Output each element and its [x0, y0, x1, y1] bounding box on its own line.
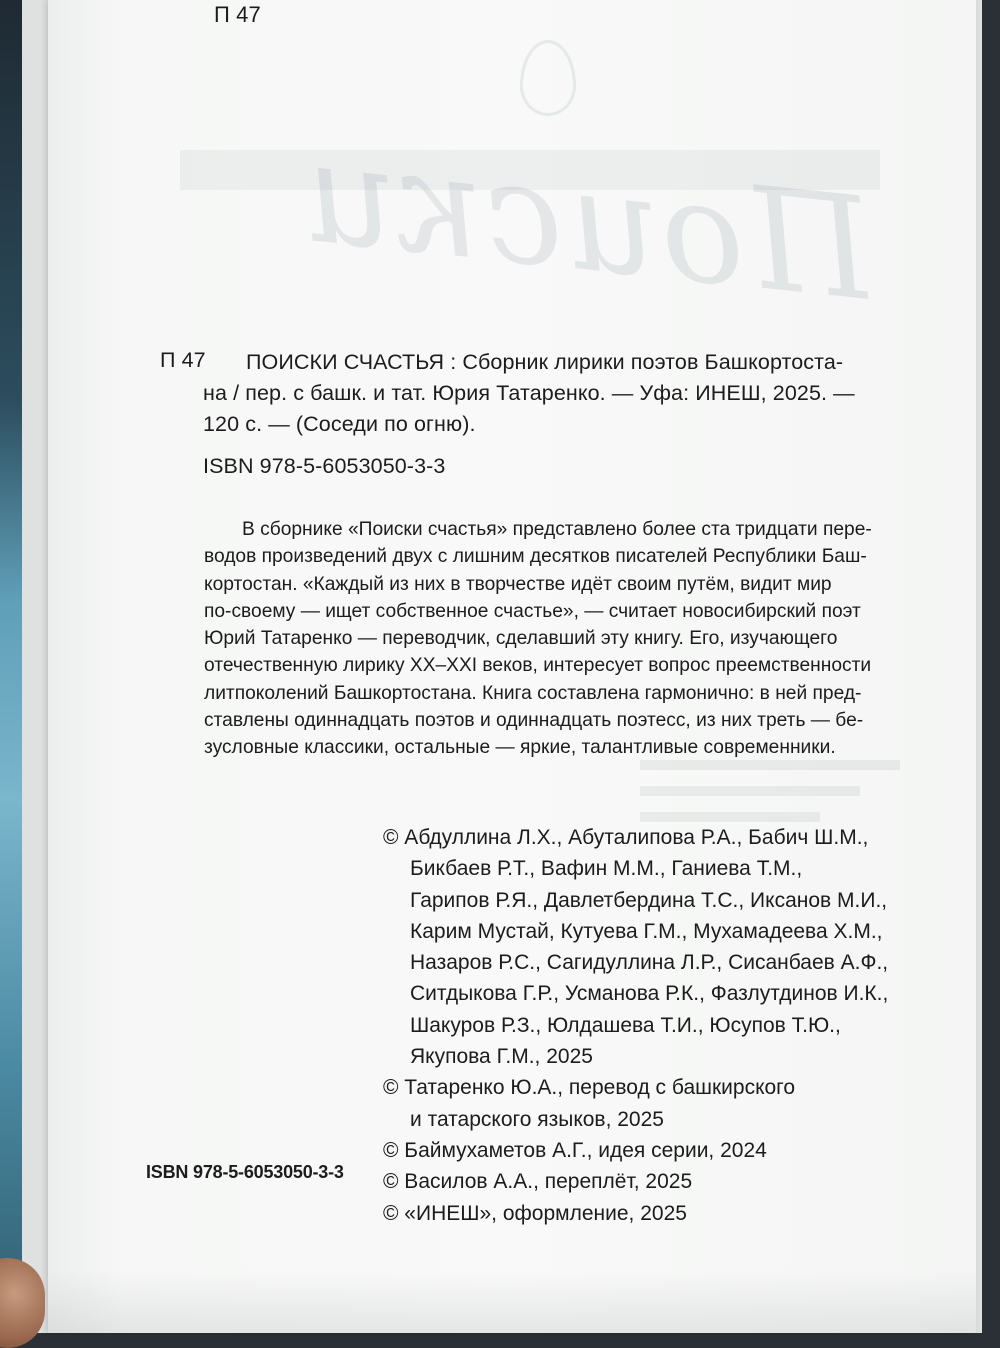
bibliographic-line: ПОИСКИ СЧАСТЬЯ : Сборник лирики поэтов Башкортоста-: [246, 350, 844, 374]
copyright-line: Ситдыкова Г.Р., Усманова Р.К., Фазлутдинов И.К.,: [410, 982, 889, 1006]
copyright-line: © Татаренко Ю.А., перевод с башкирского: [383, 1076, 796, 1100]
copyright-line: © «ИНЕШ», оформление, 2025: [383, 1201, 687, 1225]
annotation-line: водов произведений двух с лишним десятков писателей Республики Баш-: [204, 546, 867, 568]
copyright-line: и татарского языков, 2025: [410, 1107, 664, 1131]
copyright-line: Гарипов Р.Я., Давлетбердина Т.С., Иксанов М.И.,: [410, 888, 888, 912]
page-shadow: [48, 1270, 976, 1333]
copyright-line: © Василов А.А., переплёт, 2025: [383, 1170, 693, 1194]
copyright-line: © Баймухаметов А.Г., идея серии, 2024: [383, 1138, 767, 1162]
classification-code: П 47: [160, 348, 206, 372]
annotation-line: по-своему — ищет собственное счастье», — считает новосибирский поэт: [204, 600, 861, 622]
copyright-line: Назаров Р.С., Сагидуллина Л.Р., Сисанбаев А.Ф.,: [410, 951, 889, 975]
annotation-line: литпоколений Башкортостана. Книга составлена гармонично: в ней пред-: [204, 682, 862, 704]
bibliographic-record: [203, 347, 946, 440]
bibliographic-line: на / пер. с башк. и тат. Юрия Татаренко. — Уфа: ИНЕШ, 2025. —: [203, 381, 855, 405]
annotation-line: Юрий Татаренко — переводчик, сделавший эту книгу. Его, изучающего: [204, 628, 838, 650]
isbn-footer: ISBN 978-5-6053050-3-3: [146, 1162, 344, 1182]
annotation-line: зусловные классики, остальные — яркие, талантливые современники.: [204, 737, 836, 759]
copyright-line: Якупова Г.М., 2025: [410, 1045, 593, 1069]
copyright-line: Бикбаев Р.Т., Вафин М.М., Ганиева Т.М.,: [410, 857, 803, 881]
copyright-block: [383, 822, 888, 1229]
copyright-line: © Абдуллина Л.Х., Абуталипова Р.А., Бабич Ш.М.,: [383, 826, 869, 849]
annotation-line: кортостан. «Каждый из них в творчестве идёт своим путём, видит мир: [204, 573, 832, 595]
copyright-line: Карим Мустай, Кутуева Г.М., Мухамадеева Х.М.,: [410, 919, 883, 943]
classification-code-top: П 47: [214, 2, 261, 27]
bibliographic-line: 120 с. — (Соседи по огню).: [203, 412, 476, 436]
annotation-line: В сборнике «Поиски счастья» представлено более ста тридцати пере-: [242, 519, 872, 540]
annotation-line: отечественную лирику XX–XXI веков, интересует вопрос преемственности: [204, 655, 872, 677]
isbn: ISBN 978-5-6053050-3-3: [203, 454, 446, 478]
annotation: [204, 516, 944, 762]
annotation-line: ставлены одиннадцать поэтов и одиннадцать поэтесс, из них треть — бе-: [204, 710, 864, 732]
copyright-line: Шакуров Р.З., Юлдашева Т.И., Юсупов Т.Ю.,: [410, 1013, 841, 1037]
